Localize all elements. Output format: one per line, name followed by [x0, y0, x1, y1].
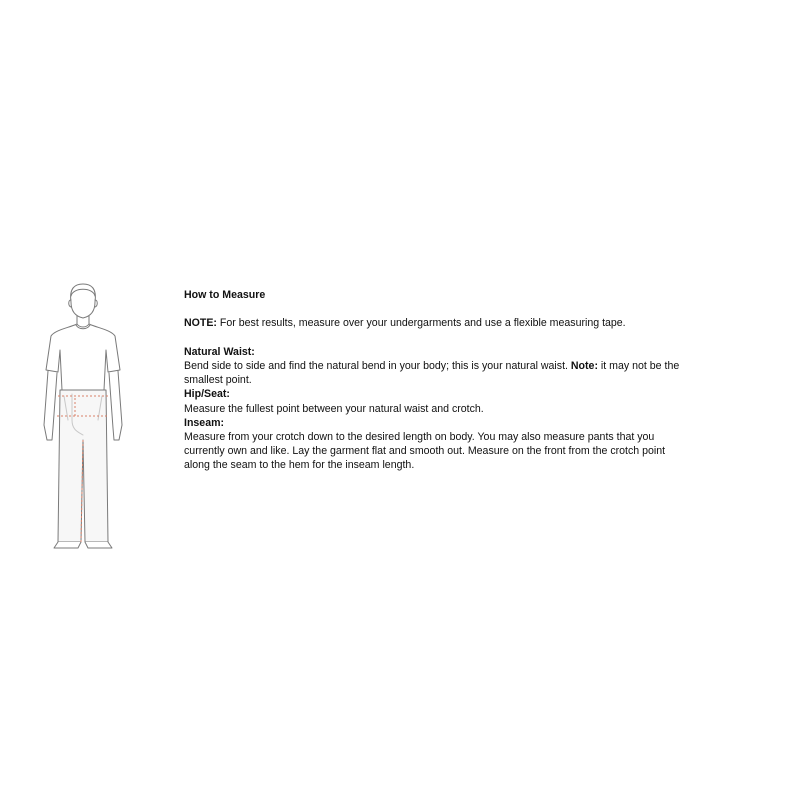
inseam-heading: Inseam: [184, 416, 225, 429]
note-label: NOTE: [184, 317, 217, 330]
waist-inline-note-label: Note: [570, 359, 598, 372]
hip-text: Measure the fullest point between your natural waist and crotch. [184, 402, 484, 415]
measure-instructions [184, 288, 684, 473]
waist-text-before: Bend side to side and find the natural bend in your body; this is your natural waist. [184, 359, 571, 372]
note-paragraph [184, 316, 684, 330]
measurement-figure [38, 280, 128, 555]
man-measurement-figure-icon [38, 280, 128, 555]
hip-heading: Hip/Seat: [184, 388, 230, 401]
waist-heading: Natural Waist: [184, 345, 255, 358]
waist-text-after: it may not be the smallest point. [184, 359, 680, 387]
inseam-text: Measure from your crotch down to the desired length on body. You may also measure pants that you currently own and like. Lay the garment flat and smooth out. Measure on the front from the crotch point along the seam to the hem for the inseam length. [184, 431, 666, 472]
page-title: How to Measure [184, 289, 266, 301]
note-text: For best results, measure over your undergarments and use a flexible measuring tape. [216, 317, 626, 330]
waist-text [184, 359, 684, 387]
